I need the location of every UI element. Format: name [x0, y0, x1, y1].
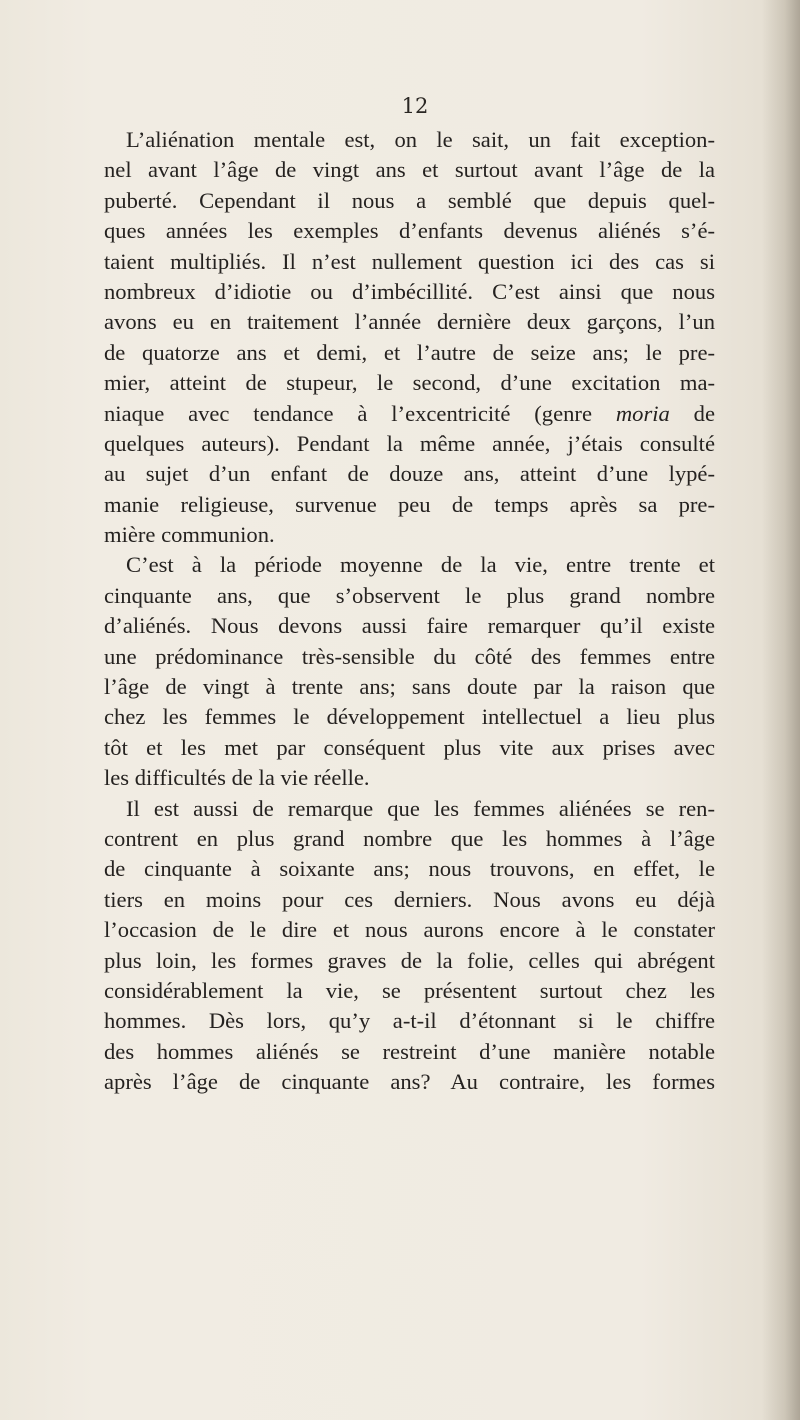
text-line: cinquante ans, que s’observent le plus grand nombre [104, 582, 715, 608]
text-line: hommes. Dès lors, qu’y a-t-il d’étonnant si le chiffre [104, 1008, 715, 1034]
text-segment: niaque avec tendance à l’excentricité (genre [104, 400, 592, 426]
text-line: chez les femmes le développement intellectuel a lieu plus [104, 704, 715, 730]
text-line: C’est à la période moyenne de la vie, entre trente et [126, 552, 715, 578]
text-line: quelques auteurs). Pendant la même année, j’étais consulté [104, 430, 715, 456]
text-line: contrent en plus grand nombre que les hommes à l’âge [104, 825, 715, 851]
text-line: tiers en moins pour ces derniers. Nous avons eu déjà [104, 886, 715, 912]
text-line: l’âge de vingt à trente ans; sans doute par la raison que [104, 674, 715, 700]
text-line: nel avant l’âge de vingt ans et surtout avant l’âge de la [104, 157, 715, 183]
text-line: après l’âge de cinquante ans? Au contraire, les formes [104, 1069, 715, 1095]
text-line: nombreux d’idiotie ou d’imbécillité. C’est ainsi que nous [104, 278, 715, 304]
text-line: de cinquante à soixante ans; nous trouvons, en effet, le [104, 856, 715, 882]
text-line: de quatorze ans et demi, et l’autre de seize ans; le pre- [104, 339, 715, 365]
text-segment: de [693, 400, 715, 426]
italic-word: moria [615, 400, 670, 426]
text-line: taient multipliés. Il n’est nullement question ici des cas si [104, 248, 715, 274]
text-line: puberté. Cependant il nous a semblé que depuis quel- [104, 187, 715, 213]
text-line: Il est aussi de remarque que les femmes aliénées se ren- [126, 795, 715, 821]
text-line: plus loin, les formes graves de la folie, celles qui abrégent [104, 947, 715, 973]
text-line: considérablement la vie, se présentent surtout chez les [104, 977, 715, 1003]
text-line: au sujet d’un enfant de douze ans, atteint d’une lypé- [104, 461, 715, 487]
text-line: tôt et les met par conséquent plus vite aux prises avec [104, 734, 715, 760]
text-line: avons eu en traitement l’année dernière deux garçons, l’un [104, 309, 715, 335]
text-line: mier, atteint de stupeur, le second, d’une excitation ma- [104, 370, 715, 396]
text-line: des hommes aliénés se restreint d’une manière notable [104, 1038, 715, 1064]
text-line: d’aliénés. Nous devons aussi faire remarquer qu’il existe [104, 613, 715, 639]
text-line: mière communion. [104, 522, 275, 548]
page-edge-shadow [762, 0, 800, 1420]
text-line [104, 399, 715, 429]
text-line: ques années les exemples d’enfants devenus aliénés s’é- [104, 218, 715, 244]
body-text [104, 125, 715, 1098]
text-line: une prédominance très-sensible du côté des femmes entre [104, 643, 715, 669]
text-line: manie religieuse, survenue peu de temps après sa pre- [104, 491, 715, 517]
text-line: l’occasion de le dire et nous aurons encore à le constater [104, 917, 715, 943]
text-line: L’aliénation mentale est, on le sait, un fait exception- [126, 127, 715, 152]
page-number: 12 [401, 94, 429, 118]
text-line: les difficultés de la vie réelle. [104, 765, 370, 791]
